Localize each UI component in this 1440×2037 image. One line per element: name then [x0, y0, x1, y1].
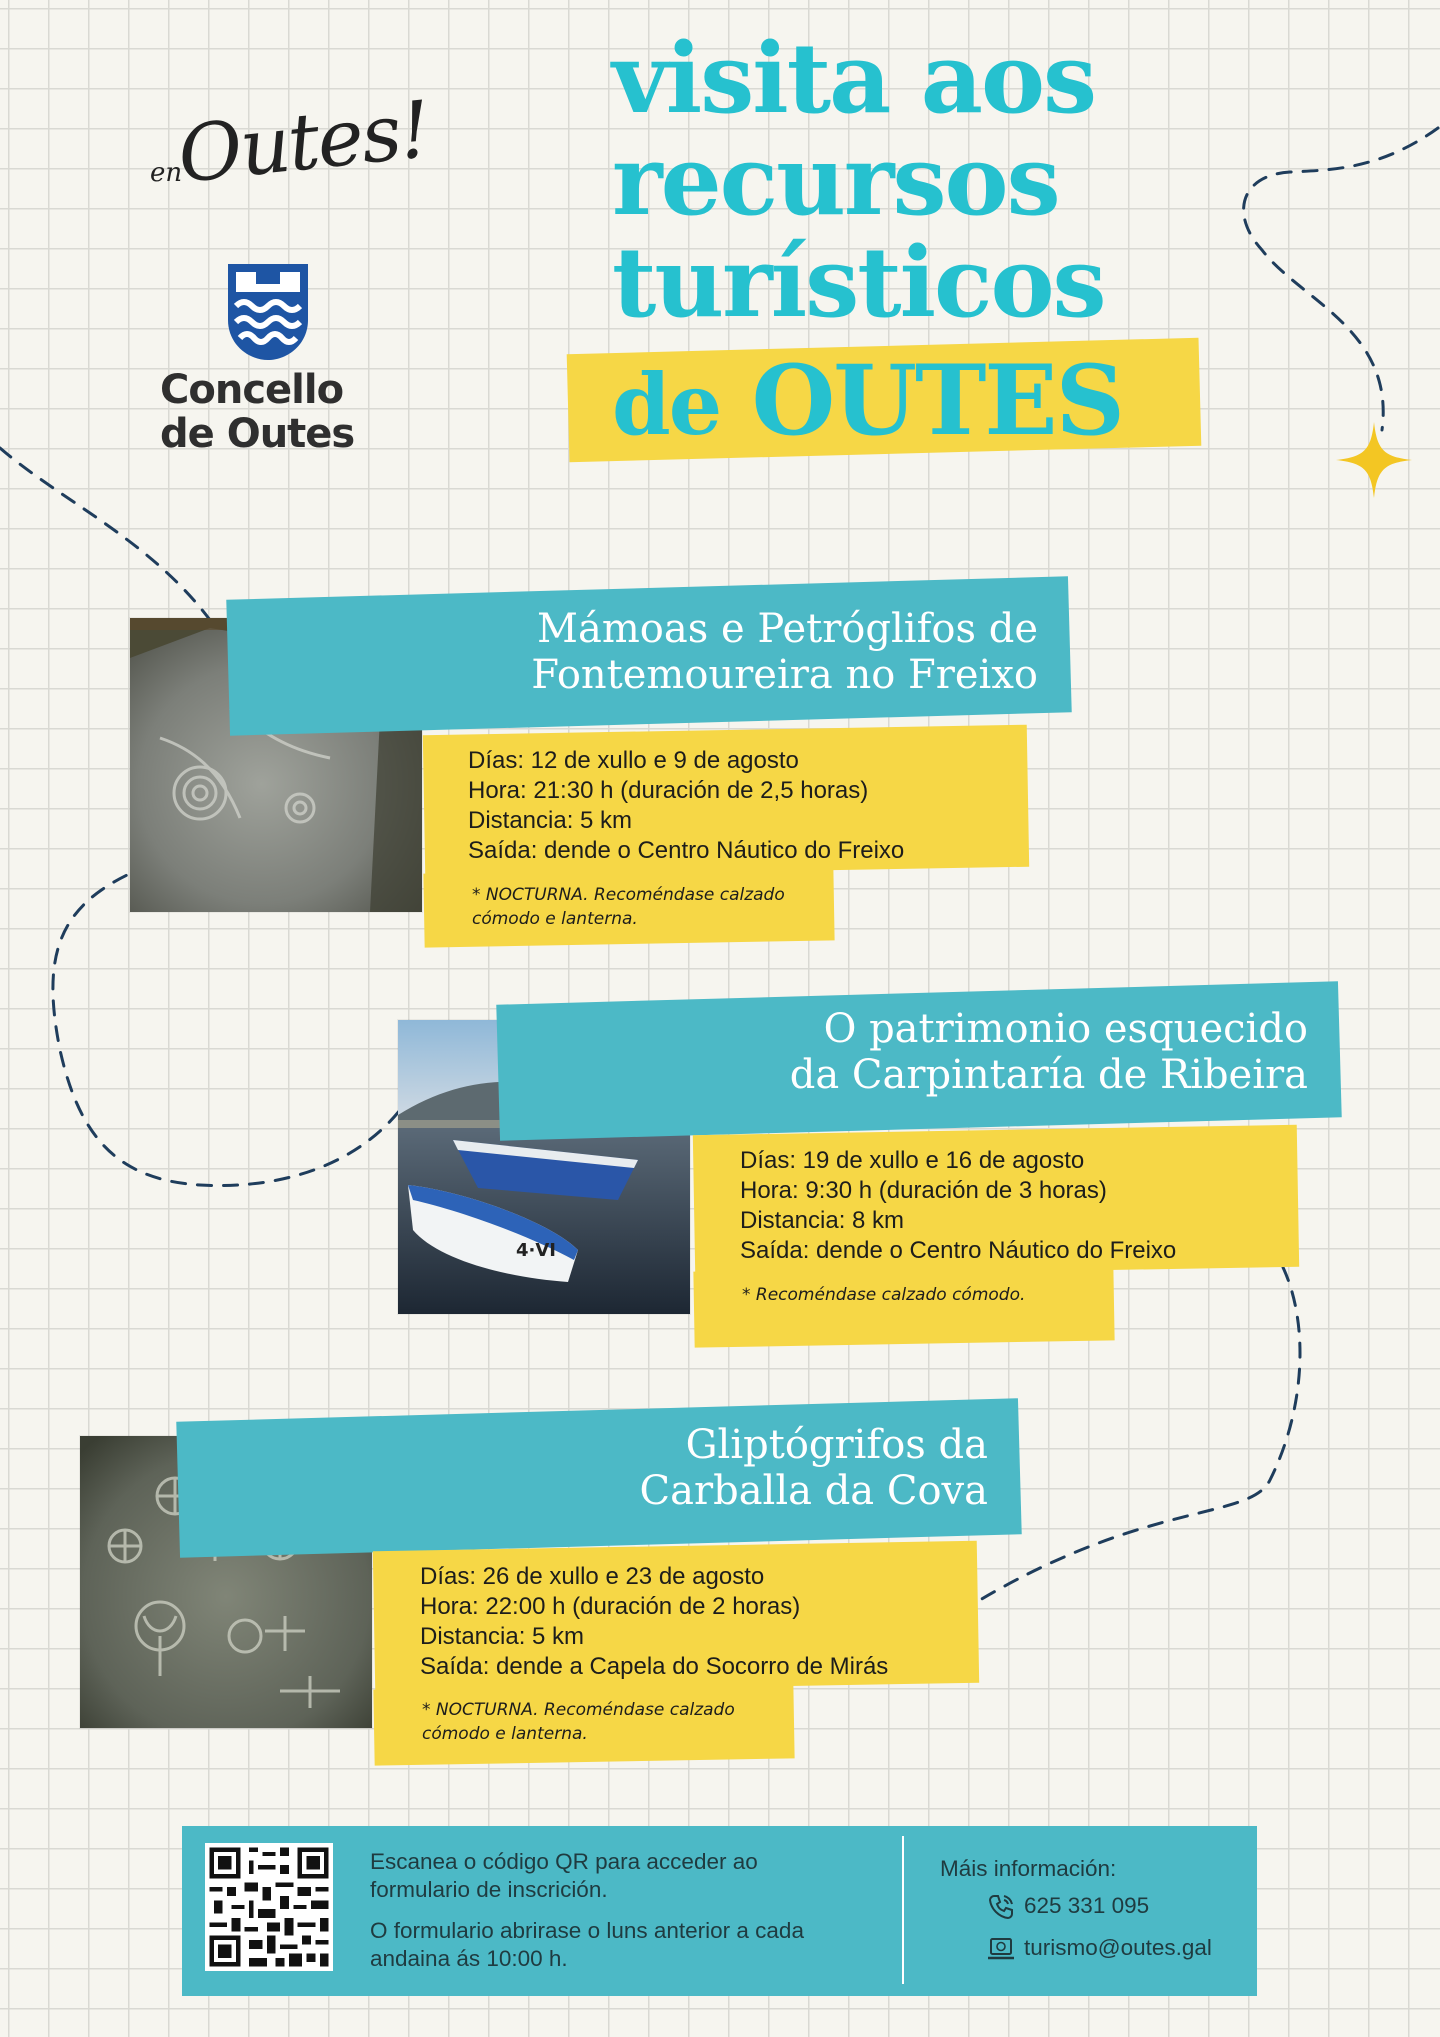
title-line2: recursos: [612, 124, 1059, 237]
scan-line1: Escanea o código QR para acceder ao: [370, 1849, 758, 1874]
title-line4-prefix: de: [612, 355, 721, 454]
event3-title: [380, 1422, 988, 1514]
event3-title-line2: Carballa da Cova: [639, 1468, 988, 1514]
event1-time: Hora: 21:30 h (duración de 2,5 horas): [468, 777, 869, 804]
event3-title-line1: Gliptógrifos da: [685, 1422, 988, 1468]
council-line1: Concello: [160, 367, 344, 413]
event1-title-line2: Fontemoureira no Freixo: [531, 652, 1038, 698]
title-line4: [612, 344, 1232, 457]
event3-note-line1: * NOCTURNA. Recoméndase calzado: [422, 1700, 735, 1720]
more-info-label: Máis información:: [940, 1856, 1117, 1881]
event1-note-line2: cómodo e lanterna.: [472, 909, 638, 929]
contact-email[interactable]: turismo@outes.gal: [1024, 1935, 1212, 1960]
scan-line2: formulario de inscrición.: [370, 1877, 608, 1902]
council-name: [160, 368, 390, 456]
event2-title-line2: da Carpintaría de Ribeira: [789, 1052, 1308, 1098]
event3-note: [422, 1698, 782, 1746]
open-line1: O formulario abrirase o luns anterior a cada: [370, 1918, 804, 1943]
council-line2: de Outes: [160, 411, 355, 457]
event3-time: Hora: 22:00 h (duración de 2 horas): [420, 1593, 801, 1620]
event2-details: [740, 1146, 1300, 1266]
page-title: [612, 22, 1232, 339]
footer-scan-text: [370, 1848, 880, 1973]
open-line2: andaina ás 10:00 h.: [370, 1946, 568, 1971]
title-line3: turísticos: [612, 226, 1105, 339]
script-logo-prefix: en: [150, 158, 183, 188]
event3-departure: Saída: dende a Capela do Socorro de Mirás: [420, 1653, 889, 1680]
event2-time: Hora: 9:30 h (duración de 3 horas): [740, 1177, 1107, 1204]
event3-days: Días: 26 de xullo e 23 de agosto: [420, 1563, 765, 1590]
script-logo-name: Outes!: [173, 85, 434, 201]
event2-title: [700, 1006, 1308, 1098]
event1-title-line1: Mámoas e Petróglifos de: [537, 606, 1038, 652]
event3-note-line2: cómodo e lanterna.: [422, 1724, 588, 1744]
event2-departure: Saída: dende o Centro Náutico do Freixo: [740, 1237, 1177, 1264]
event1-distance: Distancia: 5 km: [468, 807, 633, 834]
en-outes-script-logo: [140, 58, 434, 201]
title-line4-main: OUTES: [751, 344, 1123, 457]
email-laptop-icon: [986, 1934, 1016, 1964]
event2-days: Días: 19 de xullo e 16 de agosto: [740, 1147, 1085, 1174]
event1-note: [472, 883, 832, 931]
sparkle-icon: [1334, 420, 1414, 500]
event1-details: [468, 746, 1028, 866]
event3-details: [420, 1562, 980, 1682]
footer-divider: [902, 1836, 904, 1984]
event1-title: [440, 606, 1038, 698]
event3-distance: Distancia: 5 km: [420, 1623, 585, 1650]
boat-registration-label: 4·VI: [516, 1240, 556, 1261]
event2-note-line1: * Recoméndase calzado cómodo.: [742, 1285, 1026, 1305]
phone-icon: [986, 1892, 1016, 1922]
event1-days: Días: 12 de xullo e 9 de agosto: [468, 747, 799, 774]
title-line1: visita aos: [612, 22, 1096, 135]
event2-title-line1: O patrimonio esquecido: [823, 1006, 1308, 1052]
registration-qr-code[interactable]: [205, 1843, 333, 1971]
council-shield-icon: [226, 262, 310, 362]
event2-note: [742, 1283, 1102, 1307]
event2-distance: Distancia: 8 km: [740, 1207, 905, 1234]
event1-departure: Saída: dende o Centro Náutico do Freixo: [468, 837, 905, 864]
event1-note-line1: * NOCTURNA. Recoméndase calzado: [472, 885, 785, 905]
contact-phone[interactable]: 625 331 095: [1024, 1893, 1150, 1918]
